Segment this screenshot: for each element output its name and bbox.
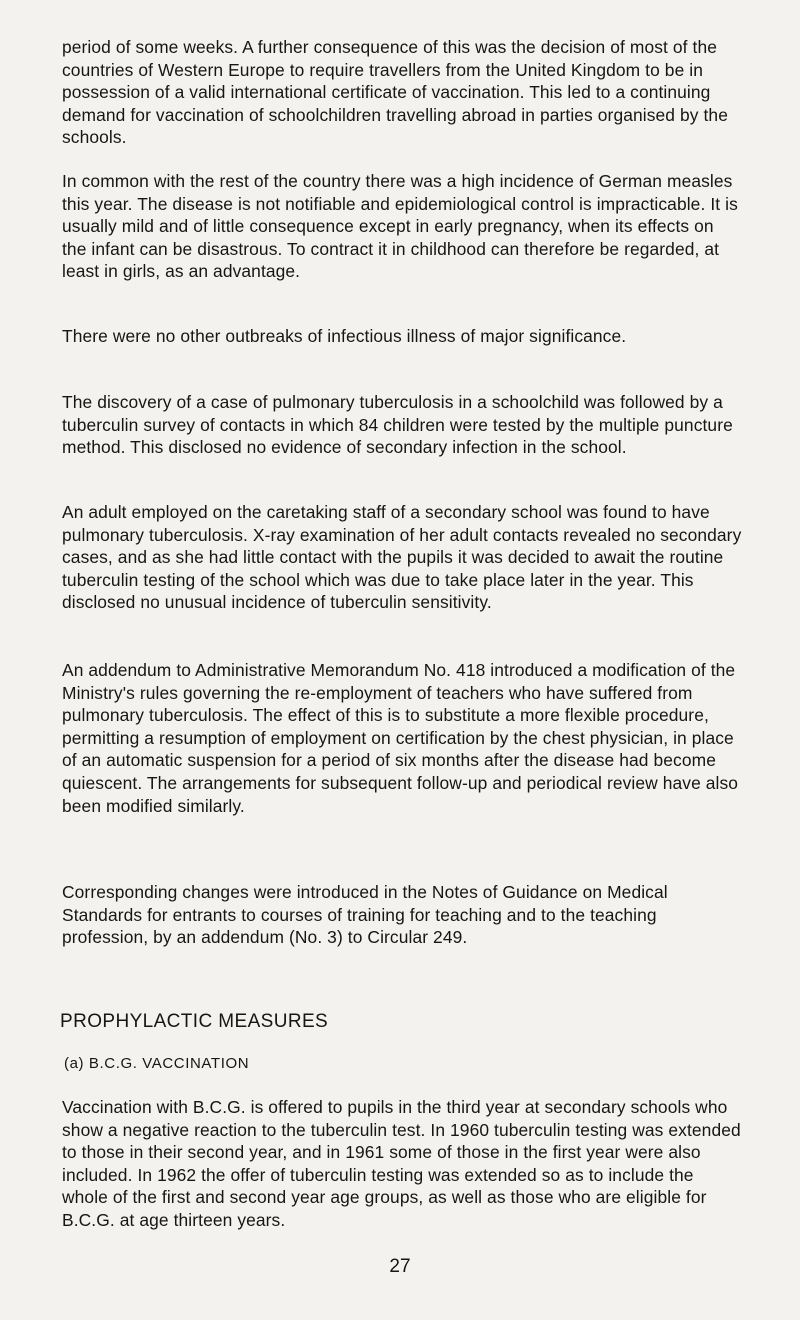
paragraph-schoolchild-tuberculosis: The discovery of a case of pulmonary tuberculosis in a schoolchild was followed by a tuberculin survey of contacts in which 84 children were tested by the multiple puncture method. This disclosed no evidence of secondary infection in the school. <box>62 392 733 458</box>
paragraph-caretaker-tuberculosis: An adult employed on the caretaking staff of a secondary school was found to have pulmonary tuberculosis. X-ray examination of her adult contacts revealed no secondary cases, and as she had little contact with the pupils it was decided to await the routine tuberculin testing of the school which was due to take place later in the year. This disclosed no unusual incidence of tuberculin sensitivity. <box>62 502 742 613</box>
section-heading: PROPHYLACTIC MEASURES <box>60 1011 329 1032</box>
paragraph-foreign-travel-vaccination: period of some weeks. A further consequence of this was the decision of most of the countries of Western Europe to require travellers from the United Kingdom to be in possession of a valid international certificate of vaccination. This led to a continuing demand for vaccination of schoolchildren travelling abroad in parties organised by the schools. <box>62 37 728 148</box>
paragraph-german-measles: In common with the rest of the country there was a high incidence of German measles this year. The disease is not notifiable and epidemiological control is impracticable. It is usually mild and of little consequence except in early pregnancy, when its effects on the infant can be disastrous. To contract it in childhood can therefore be regarded, at least in girls, as an advantage. <box>62 171 738 282</box>
paragraph-no-other-outbreaks: There were no other outbreaks of infectious illness of major significance. <box>62 326 627 346</box>
page-number: 27 <box>389 1256 411 1277</box>
subsection-heading: (a) B.C.G. VACCINATION <box>64 1055 250 1072</box>
paragraph-administrative-memorandum: An addendum to Administrative Memorandum No. 418 introduced a modification of the Ministry's rules governing the re-employment of teachers who have suffered from pulmonary tuberculosis. The effect of this is to substitute a more flexible procedure, permitting a resumption of employment on certification by the chest physician, in place of an automatic suspension for a period of six months after the disease had become quiescent. The arrangements for subsequent follow-up and periodical review have also been modified similarly. <box>62 660 739 816</box>
paragraph-medical-standards: Corresponding changes were introduced in the Notes of Guidance on Medical Standards for entrants to courses of training for teaching and to the teaching profession, by an addendum (No. 3) to Circular 249. <box>62 882 668 948</box>
paragraph-bcg-vaccination: Vaccination with B.C.G. is offered to pupils in the third year at secondary schools who show a negative reaction to the tuberculin test. In 1960 tuberculin testing was extended to those in their second year, and in 1961 some of those in the first year were also included. In 1962 the offer of tuberculin testing was extended so as to include the whole of the first and second year age groups, as well as those who are eligible for B.C.G. at age thirteen years. <box>62 1097 741 1230</box>
